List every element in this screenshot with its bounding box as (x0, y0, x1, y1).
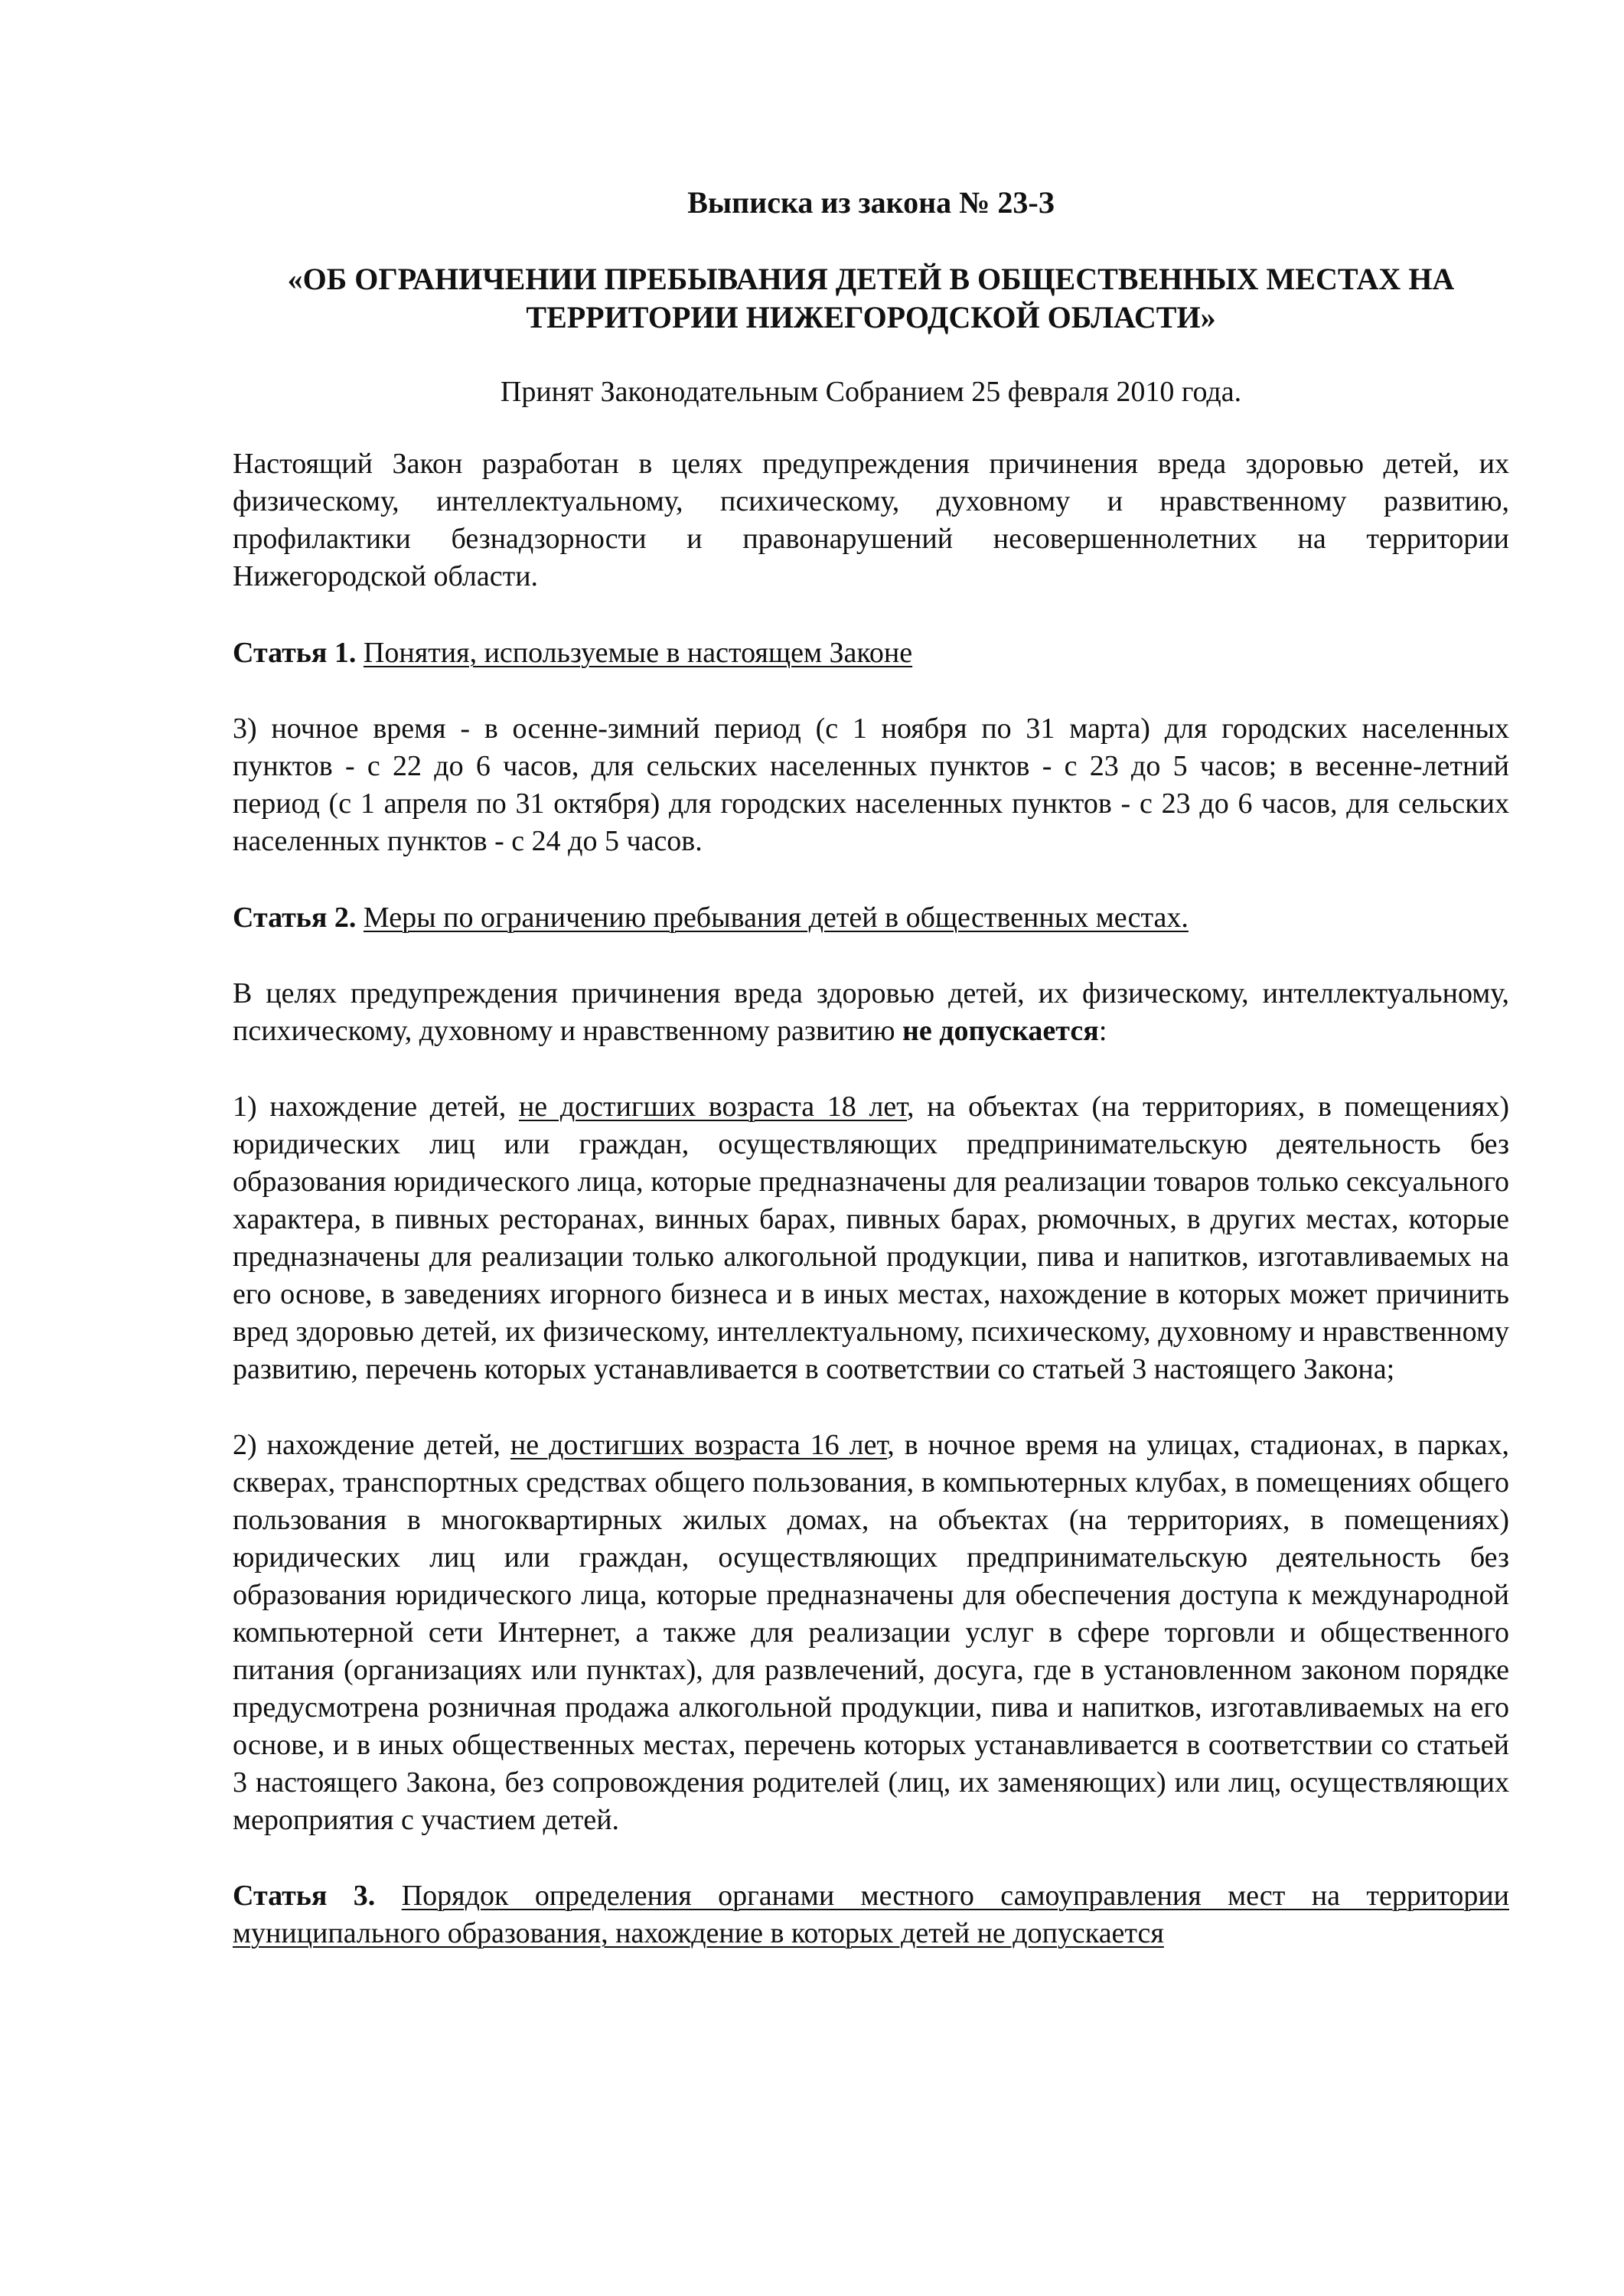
article-1-title: Понятия, используемые в настоящем Законе (363, 637, 913, 669)
article-1-heading (233, 634, 1509, 672)
item-2-start: 2) нахождение детей, (233, 1429, 501, 1461)
intro-paragraph: Настоящий Закон разработан в целях предупреждения причинения вреда здоровью детей, их физическому, интеллектуальному, психическому, духовному и нравственному развитию, профилактики безнадзорности и правонарушений несовершеннолетних на территории Нижегородской области. (233, 448, 1509, 592)
article-3-label: Статья 3. (233, 1880, 376, 1912)
article-2-lead-text: В целях предупреждения причинения вреда здоровью детей, их физическому, интеллектуальному, психическому, духовному и нравственному развитию (233, 977, 1509, 1047)
article-2-lead-end: : (1098, 1015, 1107, 1047)
document-page (233, 153, 1509, 1952)
article-1-item-3: 3) ночное время - в осенне-зимний период (с 1 ноября по 31 марта) для городских населенных пунктов - с 22 до 6 часов, для сельских населенных пунктов - с 23 до 5 часов; в весенне-летний период (с 1 апреля по 31 октября) для городских населенных пунктов - с 23 до 6 часов, для сельских населенных пунктов - с 24 до 5 часов. (233, 713, 1509, 857)
article-3-heading (233, 1877, 1509, 1952)
item-1-start: 1) нахождение детей, (233, 1091, 507, 1123)
article-2-item-1 (233, 1088, 1509, 1388)
item-1-age-limit: не достигших возраста 18 лет (518, 1091, 908, 1123)
law-name: «ОБ ОГРАНИЧЕНИИ ПРЕБЫВАНИЯ ДЕТЕЙ В ОБЩЕСТВЕННЫХ МЕСТАХ НА ТЕРРИТОРИИ НИЖЕГОРОДСКОЙ ОБЛАСТИ» (287, 262, 1455, 334)
article-1-label: Статья 1. (233, 637, 357, 669)
document-title: Выписка из закона № 23-З (687, 185, 1055, 220)
article-2-lead-bold: не допускается (902, 1015, 1099, 1047)
article-3-title: Порядок определения органами местного самоуправления мест на территории муниципального образования, нахождение в которых детей не допускается (233, 1880, 1509, 1949)
article-2-label: Статья 2. (233, 902, 357, 934)
article-2-item-2 (233, 1427, 1509, 1839)
item-2-age-limit: не достигших возраста 16 лет (510, 1429, 888, 1461)
article-2-title: Меры по ограничению пребывания детей в общественных местах. (363, 902, 1189, 934)
adoption-note: Принят Законодательным Собранием 25 февраля 2010 года. (500, 376, 1242, 408)
item-2-rest: , в ночное время на улицах, стадионах, в парках, скверах, транспортных средствах общего пользования, в компьютерных клубах, в помещениях общего пользования в многоквартирных жилых домах, на объектах (на территориях, в помещениях) юридических лиц или граждан, осуществляющих предпринимательскую деятельность без образования юридического лица, которые предназначены для обеспечения доступа к международной компьютерной сети Интернет, а также для реализации услуг в сфере торговли и общественного питания (организациях или пунктах), для развлечений, досуга, где в установленном законом порядке предусмотрена розничная продажа алкогольной продукции, пива и напитков, изготавливаемых на его основе, и в иных общественных местах, перечень которых устанавливается в соответствии со статьей 3 настоящего Закона, без сопровождения родителей (лиц, их заменяющих) или лиц, осуществляющих мероприятия с участием детей. (233, 1429, 1510, 1836)
article-2-heading (233, 899, 1509, 937)
item-1-rest: , на объектах (на территориях, в помещениях) юридических лиц или граждан, осуществляющих предпринимательскую деятельность без образования юридического лица, которые предназначены для реализации товаров только сексуального характера, в пивных ресторанах, винных барах, пивных барах, рюмочных, в других местах, которые предназначены для реализации только алкогольной продукции, пива и напитков, изготавливаемых на его основе, в заведениях игорного бизнеса и в иных местах, нахождение в которых может причинить вред здоровью детей, их физическому, интеллектуальному, психическому, духовному и нравственному развитию, перечень которых устанавливается в соответствии со статьей 3 настоящего Закона; (233, 1091, 1510, 1385)
article-2-lead (233, 975, 1509, 1050)
